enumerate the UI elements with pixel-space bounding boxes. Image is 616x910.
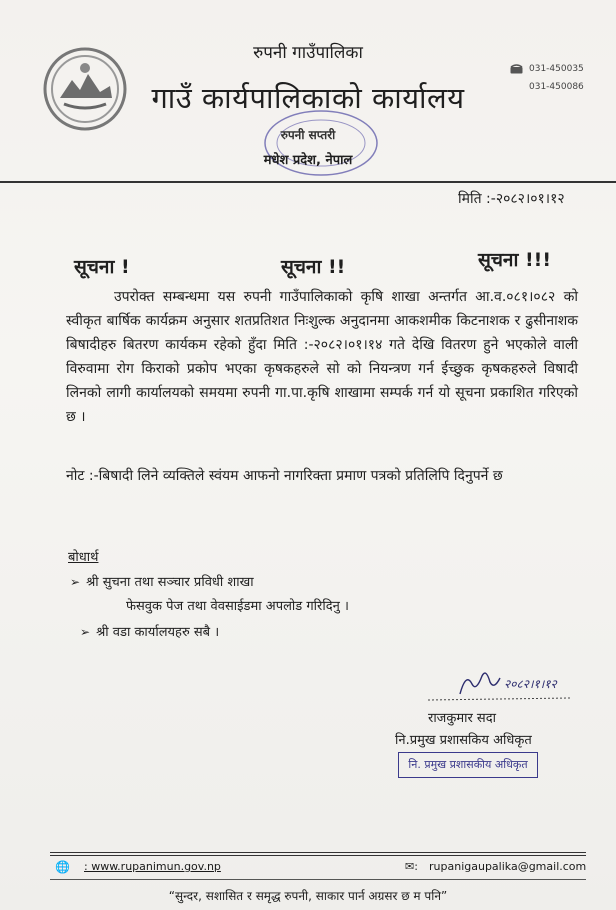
footer-divider-2	[50, 855, 586, 856]
signature-date: २०८२।१।१२	[504, 677, 557, 691]
cc-item-2-text: श्री वडा कार्यालयहरु सबै ।	[96, 625, 220, 640]
signatory-stamp: नि. प्रमुख प्रशासकीय अधिकृत	[398, 752, 538, 778]
website-link[interactable]: : www.rupanimun.gov.np	[84, 860, 221, 873]
signatory-title: नि.प्रमुख प्रशासकिय अधिकृत	[395, 733, 532, 748]
handwritten-signature	[420, 662, 576, 706]
municipality-name: रुपनी गाउँपालिका	[253, 43, 363, 63]
address-line-1: रुपनी सप्तरी	[280, 128, 336, 142]
notice-body-text: उपरोक्त सम्बन्धमा यस रुपनी गाउँपालिकाको कृषि शाखा अन्तर्गत आ.व.०८१।०८२ को स्वीकृत बार्षिक कार्यक्रम अनुसार शतप्रतिशत निःशुल्क अनुदानमा आकशमीक किटनाशक र ढुसीनाशक बिषादीहरु बितरण कार्यकम रहेको हुँदा मिति :-२०८२।०१।१४ गते देखि वितरण हुने भएकोले वाली विरुवामा रोग किराको प्रकोप भएका कृषकहरुले सो को नियन्त्रण गर्न ईच्छुक कृषकहरुले विषादी लिनको लागी कार्यालयको समयमा रुपनी गा.पा.कृषि शाखामा सम्पर्क गर्न यो सूचना प्रकाशित गरिएको छ ।	[66, 289, 578, 425]
notice-heading-2: सूचना !!	[281, 256, 346, 278]
mail-icon: ✉:	[405, 860, 418, 873]
note-text: नोट :-बिषादी लिने व्यक्तिले स्वंयम आफनो नागरिक्ता प्रमाण पत्रको प्रतिलिपि दिनुपर्ने छ	[66, 468, 503, 484]
email-address[interactable]: rupanigaupalika@gmail.com	[429, 860, 587, 873]
cc-item-1-detail: फेसवुक पेज तथा वेवसाईडमा अपलोड गरिदिनु ।	[126, 599, 349, 614]
footer-divider-1	[50, 852, 586, 853]
footer-divider-3	[50, 879, 586, 880]
notice-body	[66, 285, 578, 429]
header-divider	[0, 181, 616, 183]
cc-title: बोधार्थ	[68, 550, 99, 565]
signatory-name: राजकुमार सदा	[428, 711, 496, 726]
arrow-icon: ➢	[70, 575, 81, 589]
phone-number-1: 031-450035	[529, 64, 584, 74]
globe-icon: 🌐	[55, 860, 70, 874]
footer-slogan: “सुन्दर, सशासित र समृद्ध रुपनी, साकार पार्न अग्रसर छ म पनि”	[168, 889, 448, 903]
notice-heading-3: सूचना !!!	[478, 249, 551, 271]
cc-item-2	[80, 622, 219, 640]
cc-item-1	[70, 572, 254, 590]
notice-heading-1: सूचना !	[74, 256, 130, 278]
letter-date: मिति :-२०८२।०१।१२	[458, 191, 565, 207]
address-line-2: मधेश प्रदेश, नेपाल	[263, 153, 353, 168]
phone-number-2: 031-450086	[529, 82, 584, 92]
cc-item-1-text: श्री सुचना तथा सञ्चार प्रविधी शाखा	[86, 575, 254, 590]
office-name: गाउँ कार्यपालिकाको कार्यालय	[151, 81, 465, 115]
phone-icon	[510, 64, 523, 74]
arrow-icon: ➢	[80, 625, 91, 639]
